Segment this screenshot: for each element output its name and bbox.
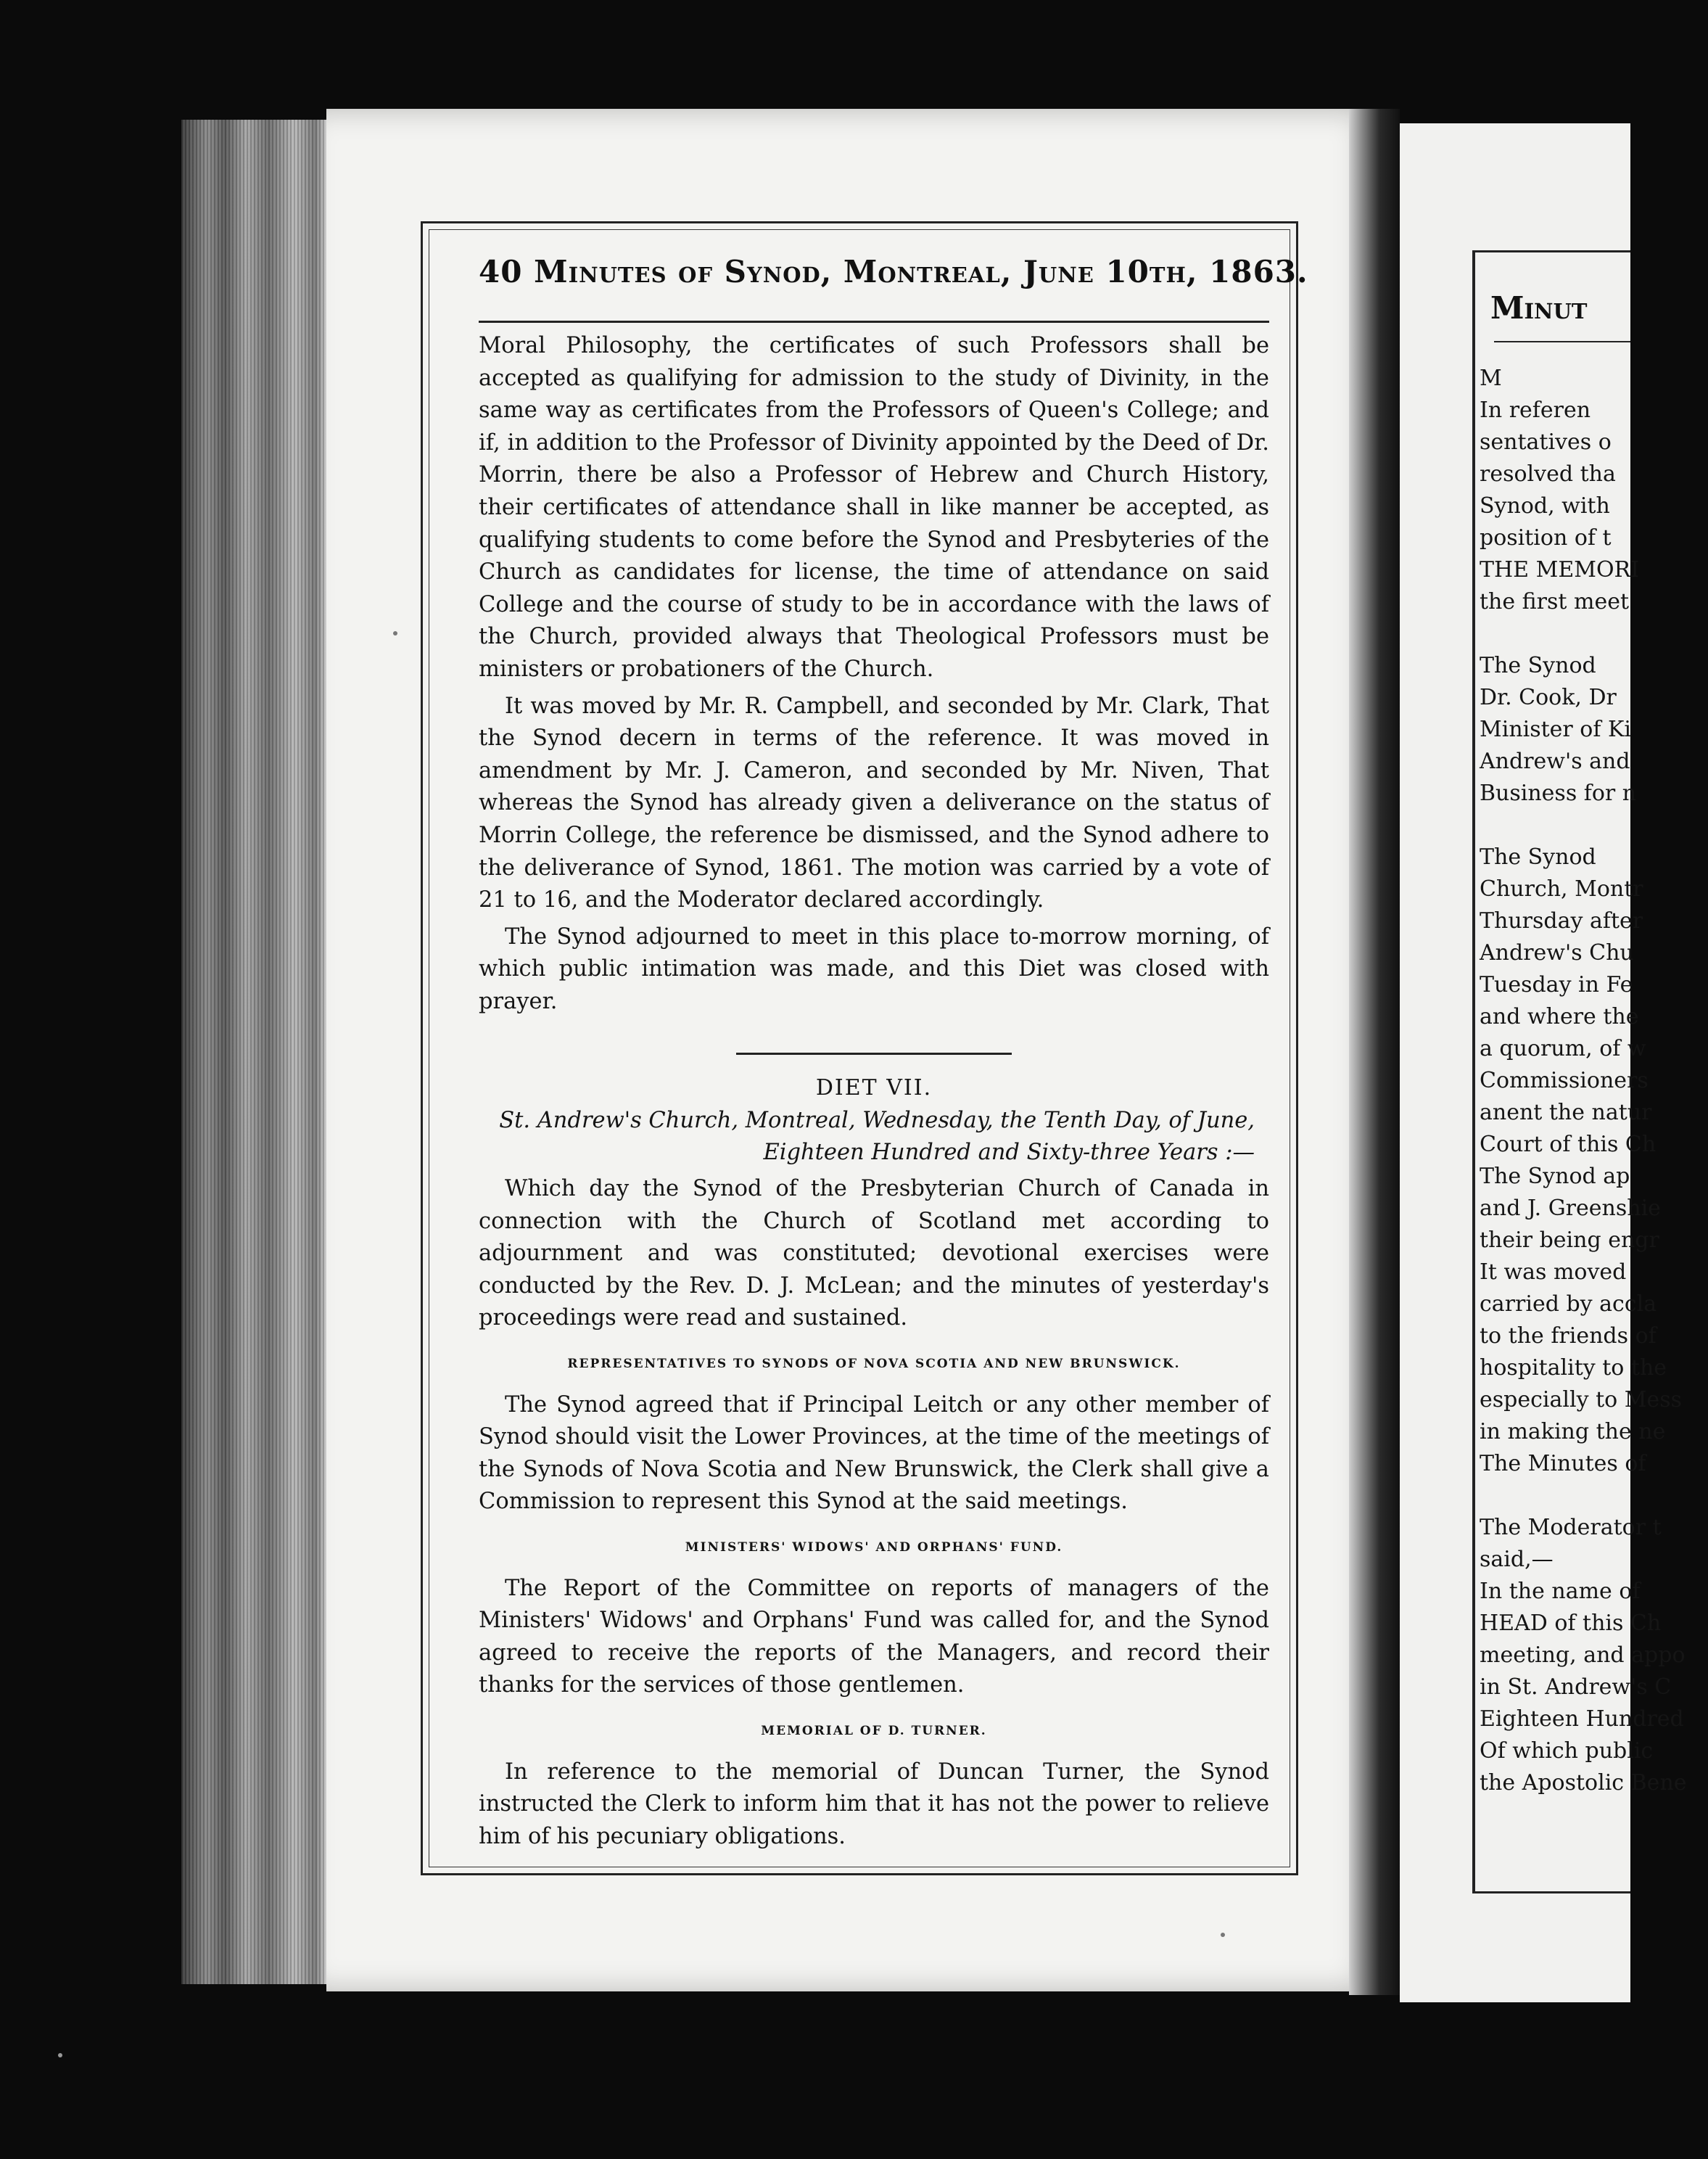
facing-page-line: HEAD of this Ch [1480, 1611, 1662, 1636]
facing-page-line: Thursday after [1480, 908, 1643, 934]
section-body: The Synod agreed that if Principal Leitch or any other member of Synod should visit the Lower Provinces, at the time of the meetings of the Synods of Nova Scotia and New Brunswick, the Clerk shall give a Commission to represent this Synod at the said meetings. [479, 1391, 1269, 1515]
facing-page-line: the first meet [1480, 589, 1630, 614]
facing-page-line: meeting, and appo [1480, 1642, 1686, 1668]
book-page-edges [181, 120, 326, 1984]
facing-page-line: The Synod [1480, 653, 1596, 678]
facing-frame-bottom [1472, 1891, 1630, 1893]
facing-page-line [1480, 810, 1632, 842]
facing-page-line: hospitality to the [1480, 1355, 1667, 1381]
section-heading: MINISTERS' WIDOWS' AND ORPHANS' FUND. [685, 1540, 1063, 1555]
facing-page-line [1480, 618, 1632, 650]
facing-page-line: Eighteen Hundred [1480, 1706, 1684, 1732]
section-heading: MEMORIAL OF D. TURNER. [761, 1723, 987, 1738]
facing-page-line: the Apostolic Bene [1480, 1770, 1687, 1796]
facing-page-text [1480, 363, 1687, 1799]
facing-page-line: sentatives o [1480, 429, 1612, 455]
speck [58, 2053, 62, 2057]
facing-page-line: In the name of [1480, 1579, 1641, 1604]
facing-page-line: Commissioners [1480, 1068, 1649, 1093]
facing-page-line: Court of this Ch [1480, 1132, 1657, 1157]
facing-page-line: a quorum, of w [1480, 1036, 1646, 1061]
facing-frame-left [1472, 250, 1475, 1893]
speck [1221, 1933, 1225, 1937]
book-gutter [1349, 109, 1400, 1995]
facing-page-line: Minister of Ki [1480, 717, 1632, 742]
facing-page-line: and where the [1480, 1004, 1639, 1029]
facing-page-line: Of which public [1480, 1738, 1654, 1764]
facing-page-line: said,— [1480, 1547, 1554, 1572]
page-body [479, 330, 1269, 1853]
facing-page-line: carried by accla [1480, 1291, 1657, 1317]
section-divider [736, 1053, 1012, 1055]
facing-page-line: resolved tha [1480, 461, 1616, 487]
facing-page-line: especially to Mess [1480, 1387, 1682, 1412]
facing-head-rule [1494, 341, 1630, 342]
facing-page-line: The Synod [1480, 844, 1596, 870]
running-head-date: June 10th, [1023, 254, 1198, 289]
section-heading: REPRESENTATIVES TO SYNODS OF NOVA SCOTIA AND NEW BRUNSWICK. [567, 1357, 1181, 1372]
facing-page-line: The Synod ap [1480, 1164, 1630, 1189]
facing-page-line: to the friends of [1480, 1323, 1657, 1349]
facing-page-line: Dr. Cook, Dr [1480, 685, 1617, 710]
running-head-year: 1863. [1209, 254, 1308, 289]
diet-dateline: St. Andrew's Church, Montreal, Wednesday, the Tenth Day, of June, Eighteen Hundred and Sixty-three Years :— [499, 1108, 1255, 1166]
facing-page-line: In referen [1480, 398, 1591, 423]
speck [393, 631, 397, 636]
head-rule [479, 321, 1269, 323]
facing-page-line: in making the ne [1480, 1419, 1666, 1444]
facing-page-line: Synod, with [1480, 493, 1610, 519]
facing-page-line: It was moved [1480, 1259, 1627, 1285]
running-head-place: Montreal, [843, 254, 1012, 289]
facing-page-line: M [1480, 366, 1502, 391]
running-head-minutes: Minutes of Synod, [534, 254, 833, 289]
facing-page-line: Andrew's and [1480, 749, 1630, 774]
diet-paragraph: Which day the Synod of the Presbyterian Church of Canada in connection with the Church of Scotland met according to adjournment and was constituted; devotional exercises were conducted by the Rev. D. J. McLean; and the minutes of yesterday's proceedings were read and sustained. [479, 1176, 1269, 1331]
facing-page-line: in St. Andrew's C [1480, 1674, 1672, 1700]
facing-running-head: Minut [1490, 290, 1588, 326]
facing-page-line: Business for n [1480, 781, 1637, 806]
page-number: 40 [479, 254, 523, 289]
running-head [479, 254, 1308, 289]
section-body: In reference to the memorial of Duncan Turner, the Synod instructed the Clerk to inform him that it has not the power to relieve him of his pecuniary obligations. [479, 1759, 1269, 1849]
diet-heading: DIET VII. [815, 1075, 933, 1101]
facing-page-line: Church, Montr [1480, 876, 1643, 902]
facing-page-line: The Minutes of [1480, 1451, 1646, 1476]
facing-page-line [1480, 1480, 1632, 1512]
section-body: The Report of the Committee on reports of managers of the Ministers' Widows' and Orphans' Fund was called for, and the Synod agreed to receive the reports of the Managers, and record their thanks for the services of those gentlemen. [479, 1575, 1269, 1698]
facing-page-line: position of t [1480, 525, 1612, 551]
facing-page-line: Andrew's Chu [1480, 940, 1634, 966]
facing-page-line: their being engr [1480, 1227, 1659, 1253]
facing-page-line: THE MEMORI [1480, 557, 1639, 583]
facing-page-line: anent the natur [1480, 1100, 1652, 1125]
motion-paragraph: It was moved by Mr. R. Campbell, and seconded by Mr. Clark, That the Synod decern in terms of the reference. It was moved in amendment by Mr. J. Cameron, and seconded by Mr. Niven, That whereas the Synod has already given a deliverance on the status of Morrin College, the reference be dismissed, and the Synod adhere to the deliverance of Synod, 1861. The motion was carried by a vote of 21 to 16, and the Moderator declared accordingly. [479, 693, 1269, 913]
facing-page-line: The Moderator t [1480, 1515, 1662, 1540]
continued-paragraph: Moral Philosophy, the certificates of such Professors shall be accepted as qualifying for admission to the study of Divinity, in the same way as certificates from the Professors of Queen's College; and if, in addition to the Professor of Divinity appointed by the Deed of Dr. Morrin, there be also a Professor of Hebrew and Church History, their certificates of attendance shall in like manner be accepted, as qualifying students to come before the Synod and Presbyteries of the Church as candidates for license, the time of attendance on said College and the course of study to be in accordance with the laws of the Church, provided always that Theological Professors must be ministers or probationers of the Church. [479, 333, 1269, 682]
facing-frame-top [1472, 250, 1630, 252]
adjourn-paragraph: The Synod adjourned to meet in this place to-morrow morning, of which public intimation was made, and this Diet was closed with prayer. [479, 924, 1269, 1014]
facing-page-line: Tuesday in Fe [1480, 972, 1633, 998]
facing-page-line: and J. Greenshie [1480, 1196, 1661, 1221]
